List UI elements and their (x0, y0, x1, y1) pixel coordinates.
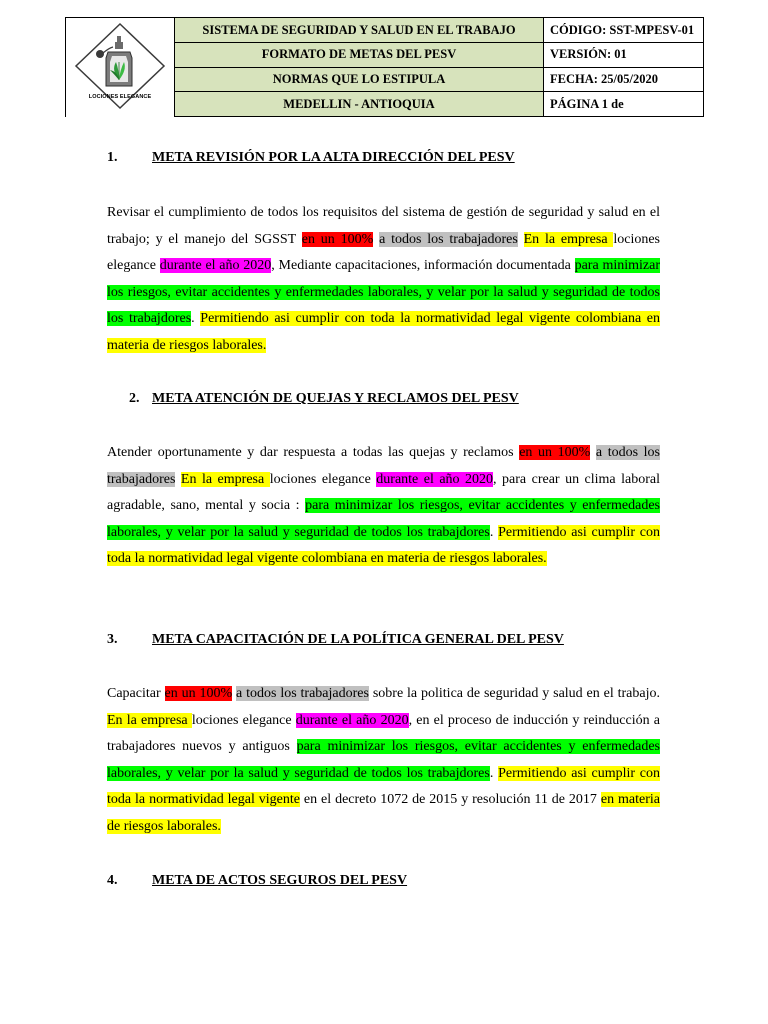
highlighted-text: para minimizar los riesgos, evitar accidentes y enfermedades laborales, y velar por la salud y seguridad de todos los trabajdores (107, 498, 660, 540)
highlighted-text: En la empresa (180, 471, 270, 487)
highlighted-text: Permitiendo asi cumplir con toda la normatividad legal vigente colombiana en materia de riesgos laborales. (107, 311, 661, 353)
section-paragraph (107, 440, 660, 573)
header-page: PÁGINA 1 de (544, 92, 704, 117)
body-text: Atender oportunamente y dar respuesta a todas las quejas y reclamos (107, 445, 520, 460)
header-date: FECHA: 25/05/2020 (544, 67, 704, 92)
section-number: 4. (107, 873, 118, 888)
header-version: VERSIÓN: 01 (544, 42, 704, 67)
body-text: Capacitar (107, 686, 165, 701)
highlighted-text: a todos los trabajadores (379, 231, 518, 247)
highlighted-text: a todos los trabajadores (107, 445, 660, 487)
logo-caption: LOCIONES ELEGANCE (88, 94, 152, 100)
highlighted-text: Permitiendo asi cumplir con toda la normatividad legal vigente colombiana en materia de riesgos laborales. (107, 524, 661, 567)
section-number: 1. (107, 150, 118, 165)
section-title: META CAPACITACIÓN DE LA POLÍTICA GENERAL DEL PESV (152, 632, 564, 647)
highlighted-text: en materia de riesgos laborales. (107, 792, 660, 834)
body-text: lociones elegance (191, 712, 296, 728)
section-number: 2. (129, 391, 140, 406)
header-system-title: SISTEMA DE SEGURIDAD Y SALUD EN EL TRABAJO (175, 18, 544, 43)
section-number: 3. (107, 632, 118, 647)
body-text: . (191, 311, 201, 327)
body-text: . (489, 765, 499, 781)
document-header-table (65, 17, 704, 117)
body-text: Revisar el cumplimiento de todos los requisitos del sistema de gestión de seguridad y salud en el trabajo; y el manejo del SGSST (107, 205, 660, 247)
header-code: CÓDIGO: SST-MPESV-01 (544, 18, 704, 43)
highlighted-text: en un 100% (519, 445, 591, 460)
header-format-title: FORMATO DE METAS DEL PESV (175, 42, 544, 67)
body-text: lociones elegance (269, 471, 377, 487)
body-text: lociones elegance (107, 231, 660, 274)
body-text: . (489, 524, 499, 540)
header-norms: NORMAS QUE LO ESTIPULA (175, 67, 544, 92)
highlighted-text: en un 100% (301, 231, 374, 247)
highlighted-text: durante el año 2020 (159, 258, 272, 274)
section-paragraph (107, 681, 660, 841)
section-title: META ATENCIÓN DE QUEJAS Y RECLAMOS DEL PESV (152, 391, 519, 406)
section-title: META DE ACTOS SEGUROS DEL PESV (152, 873, 408, 888)
body-text (518, 232, 524, 247)
body-text: sobre la politica de seguridad y salud en el trabajo. (368, 686, 660, 701)
highlighted-text: para minimizar los riesgos, evitar accidentes y enfermedades laborales, y velar por la salud y seguridad de todos los trabajdores (107, 739, 660, 781)
highlighted-text: durante el año 2020 (295, 712, 409, 728)
logo-cell (66, 18, 175, 117)
section-paragraph (107, 200, 660, 360)
highlighted-text: Permitiendo asi cumplir con toda la normatividad legal vigente (107, 765, 661, 808)
highlighted-text: durante el año 2020 (376, 471, 494, 487)
body-text: en el decreto 1072 de 2015 y resolución 11 de 2017 (299, 792, 601, 808)
highlighted-text: En la empresa (523, 231, 614, 247)
body-text: , en el proceso de inducción y reinducción a trabajadores nuevos y antiguos (107, 712, 661, 755)
header-location: MEDELLIN - ANTIOQUIA (175, 92, 544, 117)
body-text: , para crear un clima laboral agradable, sano, mental y socia : (107, 471, 661, 514)
highlighted-text: a todos los trabajadores (236, 686, 369, 701)
highlighted-text: para minimizar los riesgos, evitar accidentes y enfermedades laborales, y velar por la salud y seguridad de todos los trabajdores (107, 258, 660, 327)
section-title: META REVISIÓN POR LA ALTA DIRECCIÓN DEL PESV (152, 150, 515, 165)
highlighted-text: en un 100% (164, 686, 233, 701)
highlighted-text: En la empresa (107, 712, 192, 728)
body-text: , Mediante capacitaciones, información documentada (271, 258, 575, 274)
company-logo (72, 22, 168, 112)
